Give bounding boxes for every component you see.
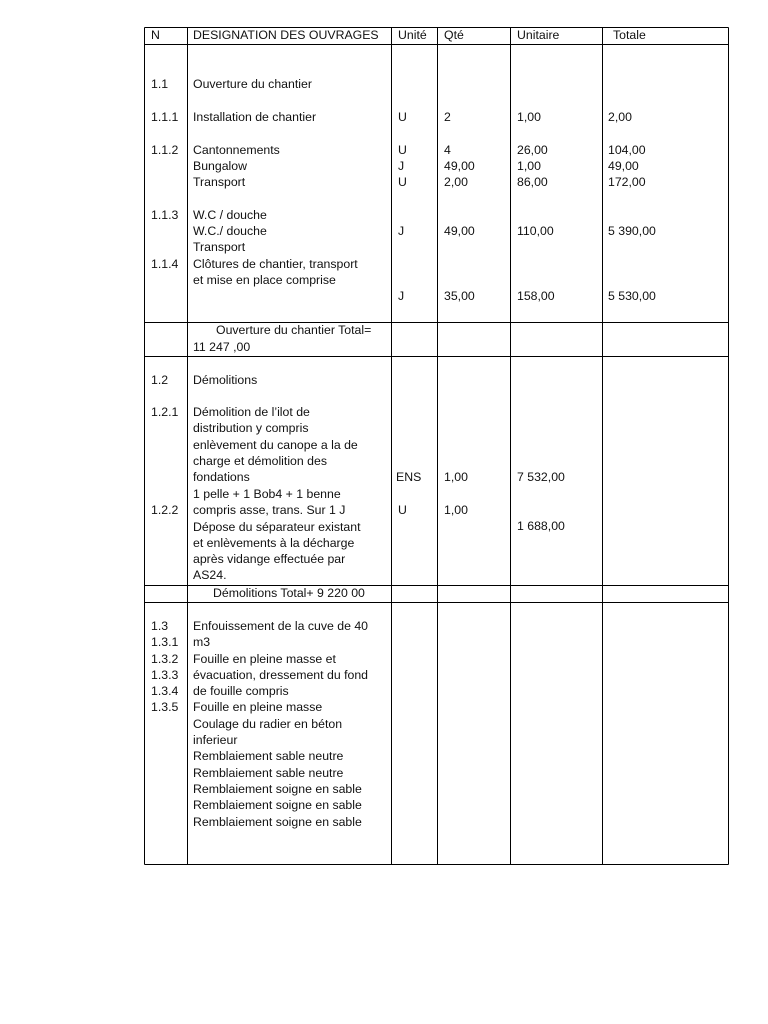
row-label-line: m3 — [193, 635, 211, 650]
row-label-line: fondations — [193, 470, 250, 485]
row-label-line: enlèvement du canope a la de — [193, 437, 358, 452]
section1-total-value: 11 247 ,00 — [193, 340, 251, 354]
row-unite: ENS — [396, 470, 422, 484]
row-label-block — [193, 404, 358, 485]
row-label-line: évacuation, dressement du fond — [193, 667, 369, 682]
row-num: 1.2.1 — [151, 405, 179, 419]
row-label-line: Remblaiement soigne en sable — [193, 781, 362, 796]
row-unite: U — [398, 143, 407, 157]
section1-title: Ouverture du chantier — [193, 77, 312, 91]
row-qte: 1,00 — [444, 470, 468, 484]
row-unite: J — [398, 289, 405, 303]
row-label-line: AS24. — [193, 568, 227, 583]
row-num: 1.1.3 — [151, 208, 179, 222]
section2-total: Démolitions Total+ 9 220 00 — [213, 586, 365, 600]
row-totale: 49,00 — [608, 159, 639, 173]
row-num: 1.1.2 — [151, 143, 179, 157]
row-label-line: Fouille en pleine masse — [193, 700, 323, 715]
row-label-line: Dépose du séparateur existant — [193, 519, 361, 534]
row-label: Transport — [193, 175, 246, 189]
section2-num: 1.2 — [151, 373, 169, 387]
row-label-line: Coulage du radier en béton — [193, 716, 343, 731]
row-num: 1.1.1 — [151, 110, 179, 124]
row-label-line: Remblaiement soigne en sable — [193, 814, 362, 829]
row-qte: 35,00 — [444, 289, 475, 303]
section1-total: Ouverture du chantier Total= — [216, 323, 372, 337]
section2-title: Démolitions — [193, 373, 258, 387]
header-unite: Unité — [398, 28, 427, 42]
row-unitaire: 86,00 — [517, 175, 548, 189]
row-unite: U — [398, 175, 407, 189]
row-num: 1.1.4 — [151, 257, 179, 271]
row-label-line: compris asse, trans. Sur 1 J — [193, 503, 346, 518]
row-unitaire: 26,00 — [517, 143, 548, 157]
row-label-line: Remblaiement sable neutre — [193, 749, 344, 764]
header-designation: DESIGNATION DES OUVRAGES — [193, 28, 379, 42]
row-qte: 2,00 — [444, 175, 468, 189]
row-totale: 172,00 — [608, 175, 646, 189]
row-unite: J — [398, 224, 405, 238]
row-label-line: 1 pelle + 1 Bob4 + 1 benne — [193, 487, 341, 501]
section3-num-block — [151, 618, 178, 716]
header-unitaire: Unitaire — [517, 28, 560, 42]
row-label-line: Remblaiement soigne en sable — [193, 798, 362, 813]
row-totale: 104,00 — [608, 143, 646, 157]
row-label: Cantonnements — [193, 143, 280, 157]
row-unitaire: 110,00 — [517, 224, 554, 238]
header-totale: Totale — [613, 28, 646, 42]
row-label-block — [193, 486, 360, 584]
row-label: W.C / douche — [193, 208, 267, 222]
row-label-line: inferieur — [193, 733, 238, 748]
row-unitaire: 1,00 — [517, 110, 541, 124]
row-label: Installation de chantier — [193, 110, 317, 124]
row-totale: 5 390,00 — [608, 224, 656, 238]
row-label: W.C./ douche — [193, 224, 267, 238]
section1-num: 1.1 — [151, 77, 169, 91]
row-label-line: après vidange effectuée par — [193, 552, 346, 567]
row-unitaire: 1,00 — [517, 159, 541, 173]
row-unite: J — [398, 159, 405, 173]
row-label-line: distribution y compris — [193, 421, 309, 436]
row-num: 1.3.5 — [151, 700, 179, 715]
row-label: Bungalow — [193, 159, 248, 173]
row-label-line: Remblaiement sable neutre — [193, 765, 344, 780]
row-unite: U — [398, 503, 407, 517]
row-label: Clôtures de chantier, transport — [193, 257, 358, 271]
row-totale: 5 530,00 — [608, 289, 656, 303]
row-num: 1.3.3 — [151, 667, 179, 682]
row-totale: 2,00 — [608, 110, 632, 124]
row-label-line: Démolition de l’ilot de — [193, 405, 310, 419]
row-label-line: Fouille en pleine masse et — [193, 651, 336, 666]
header-qte: Qté — [444, 28, 464, 42]
row-label-line: de fouille compris — [193, 684, 289, 699]
row-unite: U — [398, 110, 407, 124]
row-num: 1.2.2 — [151, 503, 179, 517]
section3-label-block — [193, 618, 368, 830]
row-qte: 2 — [444, 110, 451, 124]
row-num: 1.3.2 — [151, 651, 179, 666]
row-label: Transport — [193, 240, 246, 254]
row-num: 1.3 — [151, 619, 169, 633]
row-num: 1.3.1 — [151, 635, 179, 650]
row-qte: 49,00 — [444, 159, 475, 173]
row-unitaire: 7 532,00 — [517, 470, 565, 484]
row-unitaire: 1 688,00 — [517, 519, 565, 533]
row-unitaire: 158,00 — [517, 289, 555, 303]
row-num: 1.3.4 — [151, 684, 179, 699]
row-label-line: charge et démolition des — [193, 453, 327, 468]
row-label: et mise en place comprise — [193, 273, 336, 287]
row-qte: 4 — [444, 143, 451, 157]
row-label-line: Enfouissement de la cuve de 40 — [193, 619, 369, 633]
header-n: N — [151, 28, 160, 42]
row-qte: 1,00 — [444, 503, 468, 517]
row-label-line: et enlèvements à la décharge — [193, 535, 355, 550]
row-qte: 49,00 — [444, 224, 475, 238]
